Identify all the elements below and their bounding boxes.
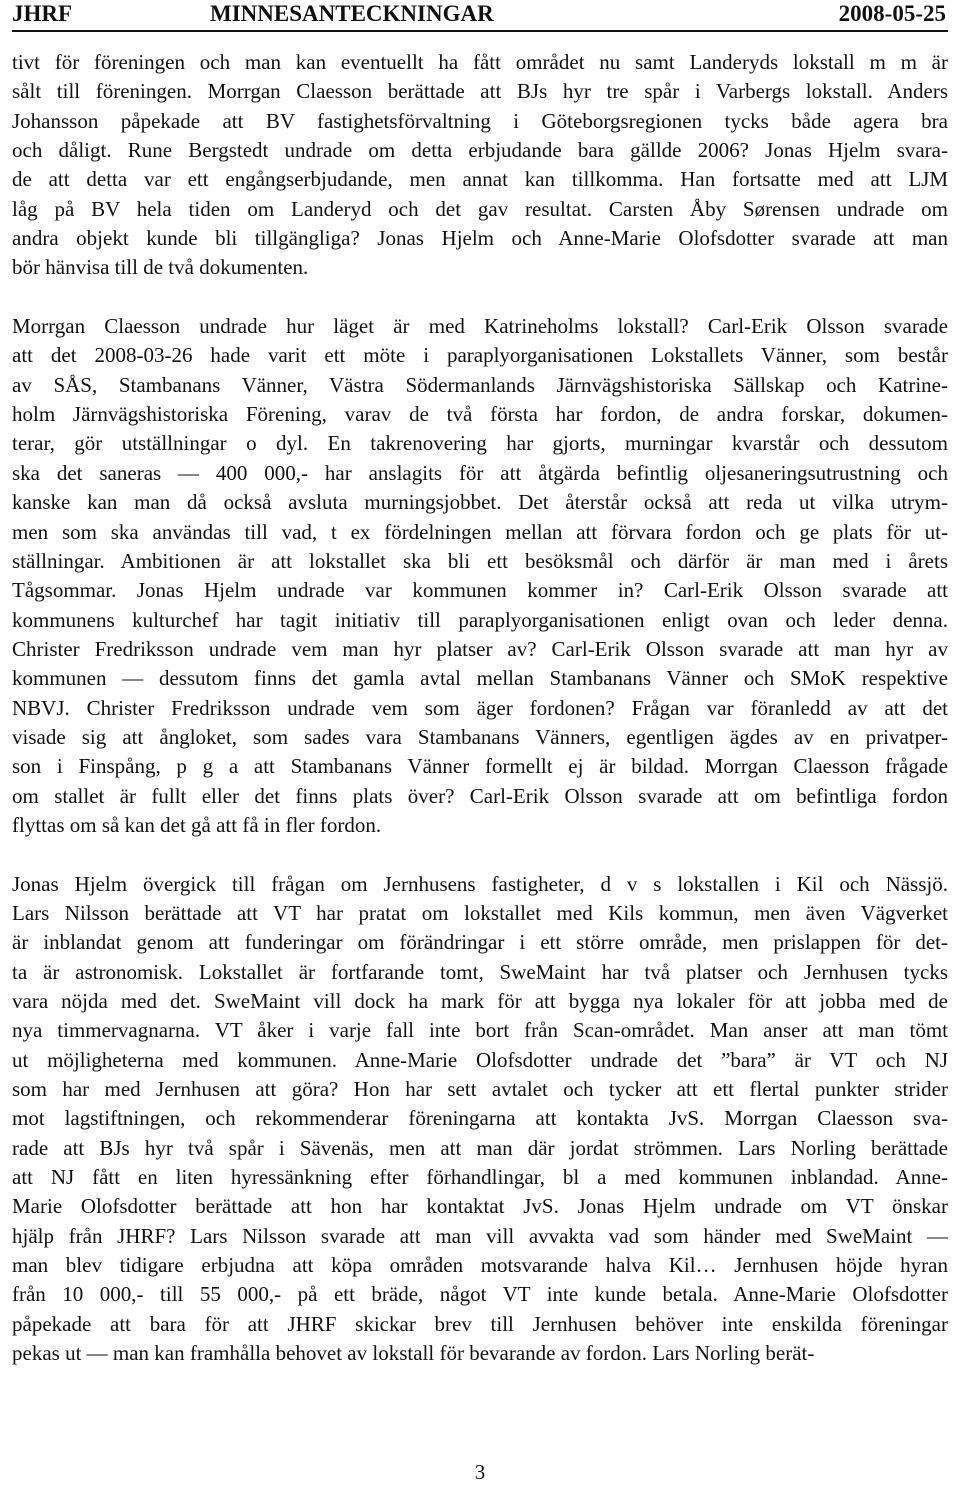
- text-line: de att detta var ett engångserbjudande, men annat kan tillkomma. Han fortsatte med att LJM: [12, 167, 948, 192]
- text-line: Morrgan Claesson undrade hur läget är med Katrineholms lokstall? Carl-Erik Olsson svarade: [12, 314, 948, 339]
- text-line: Lars Nilsson berättade att VT har pratat om lokstallet med Kils kommun, men även Vägverket: [12, 900, 948, 925]
- header-title: MINNESANTECKNINGAR: [210, 1, 494, 26]
- paragraph: [12, 870, 948, 1369]
- text-line: Johansson påpekade att BV fastighetsförvaltning i Göteborgsregionen tycks både agera bra: [12, 108, 948, 133]
- paragraph: [12, 48, 948, 283]
- text-line: och dåligt. Rune Bergstedt undrade om detta erbjudande bara gällde 2006? Jonas Hjelm svara-: [12, 138, 948, 163]
- text-line: om stallet är fullt eller det finns plats över? Carl-Erik Olsson svarade att om befintliga fordon: [12, 783, 948, 808]
- text-line: att det 2008-03-26 hade varit ett möte i paraplyorganisationen Lokstallets Vänner, som består: [12, 343, 948, 368]
- text-line: av SÅS, Stambanans Vänner, Västra Södermanlands Järnvägshistoriska Sällskap och Katrine-: [12, 372, 948, 397]
- header-date: 2008-05-25: [838, 1, 946, 26]
- text-line: bör hänvisa till de två dokumenten.: [12, 255, 309, 280]
- text-line: från 10 000,- till 55 000,- på ett bräde, något VT inte kunde betala. Anne-Marie Olofsdotter: [12, 1282, 948, 1307]
- text-line: nya timmervagnarna. VT åker i varje fall inte bort från Scan-området. Man anser att man tömt: [12, 1018, 948, 1043]
- paragraph-gap: [12, 840, 948, 869]
- header-org: JHRF: [12, 1, 73, 26]
- text-line: tivt för föreningen och man kan eventuellt ha fått området nu samt Landeryds lokstall m m är: [12, 50, 948, 74]
- paragraph-gap: [12, 283, 948, 312]
- text-line: hjälp från JHRF? Lars Nilsson svarade att man vill avvakta vad som händer med SweMaint —: [12, 1223, 948, 1248]
- text-line: ska det saneras — 400 000,- har anslagits för att åtgärda befintlig oljesaneringsutrustning och: [12, 460, 948, 485]
- text-line: kanske kan man då också avsluta murningsjobbet. Det återstår också att reda ut vilka utrym-: [12, 490, 948, 515]
- text-line: att NJ fått en liten hyressänkning efter förhandlingar, bl a med kommunen inblandad. Anne-: [12, 1165, 948, 1190]
- text-line: vara nöjda med det. SweMaint vill dock ha mark för att bygga nya lokaler för att jobba med de: [12, 989, 948, 1013]
- text-line: ställningar. Ambitionen är att lokstallet ska bli ett besöksmål och därför är man med i årets: [12, 548, 948, 573]
- text-line: man blev tidigare erbjudna att köpa områden motsvarande halva Kil… Jernhusen höjde hyran: [12, 1253, 948, 1278]
- text-line: andra objekt kunde bli tillgängliga? Jonas Hjelm och Anne-Marie Olofsdotter svarade att man: [12, 226, 948, 251]
- text-line: terar, gör utställningar o dyl. En takrenovering har gjorts, murningar kvarstår och dessutom: [12, 431, 948, 456]
- text-line: pekas ut — man kan framhålla behovet av lokstall för bevarande av fordon. Lars Norling berät-: [12, 1341, 815, 1366]
- text-line: låg på BV hela tiden om Landeryd och det gav resultat. Carsten Åby Sørensen undrade om: [12, 196, 948, 221]
- paragraph: [12, 312, 948, 840]
- text-line: Jonas Hjelm övergick till frågan om Jernhusens fastigheter, d v s lokstallen i Kil och Nässjö.: [12, 871, 948, 896]
- text-line: flyttas om så kan det gå att få in fler fordon.: [12, 812, 382, 837]
- text-line: mot lagstiftningen, och rekommenderar föreningarna att kontakta JvS. Morrgan Claesson sva-: [12, 1106, 948, 1131]
- page-header: [12, 0, 948, 32]
- text-line: men som ska användas till vad, t ex fördelningen mellan att förvara fordon och ge plats för ut-: [12, 519, 948, 544]
- document-body: [12, 48, 948, 1368]
- text-line: Tågsommar. Jonas Hjelm undrade var kommunen kommer in? Carl-Erik Olsson svarade att: [12, 578, 948, 603]
- text-line: son i Finspång, p g a att Stambanans Vänner formellt ej är bildad. Morrgan Claesson frågade: [12, 754, 948, 779]
- text-line: ut möjligheterna med kommunen. Anne-Marie Olofsdotter undrade det ”bara” är VT och NJ: [12, 1047, 948, 1072]
- text-line: visade sig att ångloket, som sades vara Stambanans Vänners, egentligen ägdes av en privatper-: [12, 724, 948, 749]
- text-line: Marie Olofsdotter berättade att hon har kontaktat JvS. Jonas Hjelm undrade om VT önskar: [12, 1194, 948, 1219]
- text-line: som har med Jernhusen att göra? Hon har sett avtalet och tycker att ett flertal punkter strider: [12, 1077, 948, 1102]
- page-number: 3: [474, 1460, 486, 1484]
- text-line: NBVJ. Christer Fredriksson undrade vem som äger fordonen? Frågan var föranledd av att det: [12, 695, 948, 720]
- text-line: är inblandat genom att funderingar om förändringar i ett större område, men prislappen för det-: [12, 930, 948, 955]
- text-line: kommunens kulturchef har tagit initiativ till paraplyorganisationen enligt ovan och leder denna.: [12, 607, 948, 632]
- text-line: Christer Fredriksson undrade vem man hyr platser av? Carl-Erik Olsson svarade att man hyr av: [12, 636, 948, 661]
- text-line: rade att BJs hyr två spår i Sävenäs, men att man där jordat strömmen. Lars Norling berättade: [12, 1135, 948, 1160]
- text-line: sålt till föreningen. Morrgan Claesson berättade att BJs hyr tre spår i Varbergs lokstall. Anders: [12, 79, 948, 104]
- text-line: holm Järnvägshistoriska Förening, varav de två första har fordon, de andra forskar, dokumen-: [12, 402, 948, 427]
- text-line: ta är astronomisk. Lokstallet är fortfarande tomt, SweMaint har två platser och Jernhusen tycks: [12, 959, 948, 984]
- text-line: kommunen — dessutom finns det gamla avtal mellan Stambanans Vänner och SMoK respektive: [12, 666, 948, 691]
- text-line: påpekade att bara för att JHRF skickar brev till Jernhusen behöver inte enskilda föreningar: [12, 1311, 948, 1336]
